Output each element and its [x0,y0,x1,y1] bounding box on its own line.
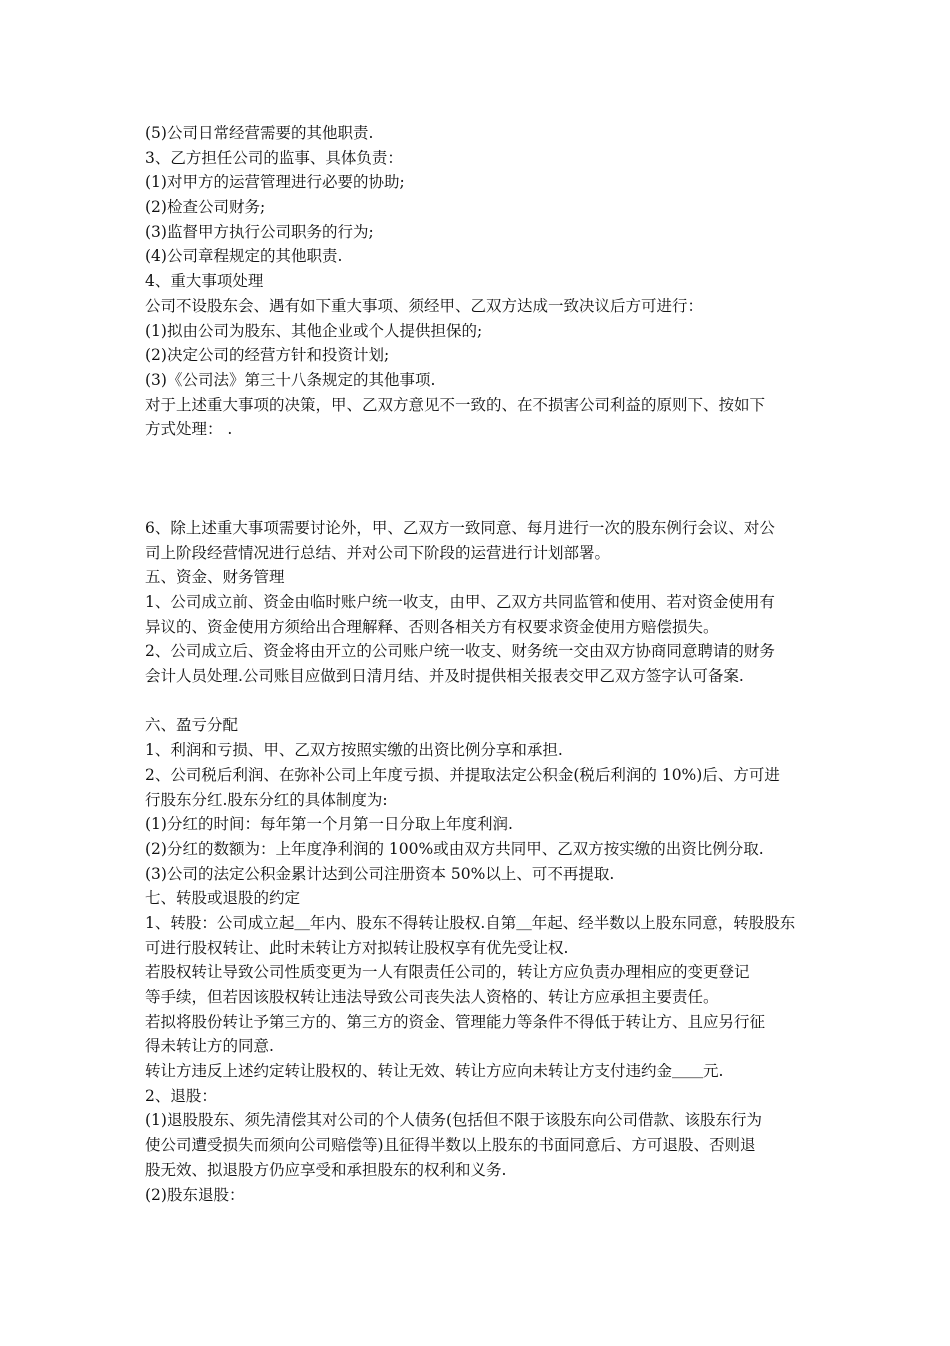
text-line: 司上阶段经营情况进行总结、并对公司下阶段的运营进行计划部署。 [145,543,611,562]
section-heading: 五、资金、财务管理 [145,568,285,587]
text-line: (5)公司日常经营需要的其他职责. [145,124,374,142]
text-line: 异议的、资金使用方须给出合理解释、否则各相关方有权要求资金使用方赔偿损失。 [145,617,719,636]
blank-gap [145,442,810,516]
text-line: 1、公司成立前、资金由临时账户统一收支，由甲、乙双方共同监管和使用、若对资金使用有 [145,593,775,611]
text-line: 得未转让方的同意. [145,1037,274,1056]
text-line: (3)公司的法定公积金累计达到公司注册资本 50%以上、可不再提取. [145,864,615,883]
section-heading: 七、转股或退股的约定 [145,889,301,908]
text-line: 对于上述重大事项的决策，甲、乙双方意见不一致的、在不损害公司利益的原则下、按如下 [145,395,766,414]
document-page [145,121,810,1207]
text-line: 1、转股：公司成立起＿年内、股东不得转让股权.自第＿年起、经半数以上股东同意，转股股东 [145,913,796,932]
text-line: (3)《公司法》第三十八条规定的其他事项. [145,370,436,389]
text-line: (3)监督甲方执行公司职务的行为; [145,222,374,241]
text-line: 方式处理： . [145,420,233,439]
text-line: 6、除上述重大事项需要讨论外，甲、乙双方一致同意、每月进行一次的股东例行会议、对公 [145,518,775,537]
text-line: (2)股东退股： [145,1185,245,1204]
text-line: 1、利润和亏损、甲、乙双方按照实缴的出资比例分享和承担. [145,741,563,760]
text-line: 会计人员处理.公司账目应做到日清月结、并及时提供相关报表交甲乙双方签字认可备案. [145,667,744,686]
text-line: (1)拟由公司为股东、其他企业或个人提供担保的; [145,321,483,340]
text-line: 可进行股权转让、此时未转让方对拟转让股权享有优先受让权. [145,938,569,957]
text-line: 等手续，但若因该股权转让违法导致公司丧失法人资格的、转让方应承担主要责任。 [145,988,719,1006]
text-line: 若股权转让导致公司性质变更为一人有限责任公司的，转让方应负责办理相应的变更登记 [145,963,750,982]
text-line: (4)公司章程规定的其他职责. [145,247,343,266]
text-line: (1)退股股东、须先清偿其对公司的个人债务(包括但不限于该股东向公司借款、该股东行为 [145,1111,763,1130]
text-line: 使公司遭受损失而须向公司赔偿等)且征得半数以上股东的书面同意后、方可退股、否则退 [145,1136,756,1155]
text-line: 3、乙方担任公司的监事、具体负责： [145,148,403,167]
section-heading: 六、盈亏分配 [145,716,239,735]
blank-gap [145,689,810,714]
text-line: 2、公司税后利润、在弥补公司上年度亏损、并提取法定公积金(税后利润的 10%)后、方可进 [145,765,780,784]
text-line: (2)检查公司财务; [145,198,266,217]
text-line: 行股东分红.股东分红的具体制度为: [145,790,388,809]
text-line: 转让方违反上述约定转让股权的、转让无效、转让方应向未转让方支付违约金＿＿元. [145,1062,724,1081]
text-line: 2、退股： [145,1086,217,1105]
text-line: 2、公司成立后、资金将由开立的公司账户统一收支、财务统一交由双方协商同意聘请的财务 [145,642,775,661]
text-line: (2)分红的数额为：上年度净利润的 100%或由双方共同甲、乙双方按实缴的出资比例分取. [145,839,764,858]
section-heading: 4、重大事项处理 [145,272,264,291]
text-line: 若拟将股份转让予第三方的、第三方的资金、管理能力等条件不得低于转让方、且应另行征 [145,1012,766,1031]
text-line: (1)分红的时间：每年第一个月第一日分取上年度利润. [145,815,513,834]
text-line: (1)对甲方的运营管理进行必要的协助; [145,173,405,192]
text-line: 股无效、拟退股方仍应享受和承担股东的权利和义务. [145,1160,507,1179]
text-line: (2)决定公司的经营方针和投资计划; [145,346,390,365]
text-line: 公司不设股东会、遇有如下重大事项、须经甲、乙双方达成一致决议后方可进行： [145,296,704,315]
